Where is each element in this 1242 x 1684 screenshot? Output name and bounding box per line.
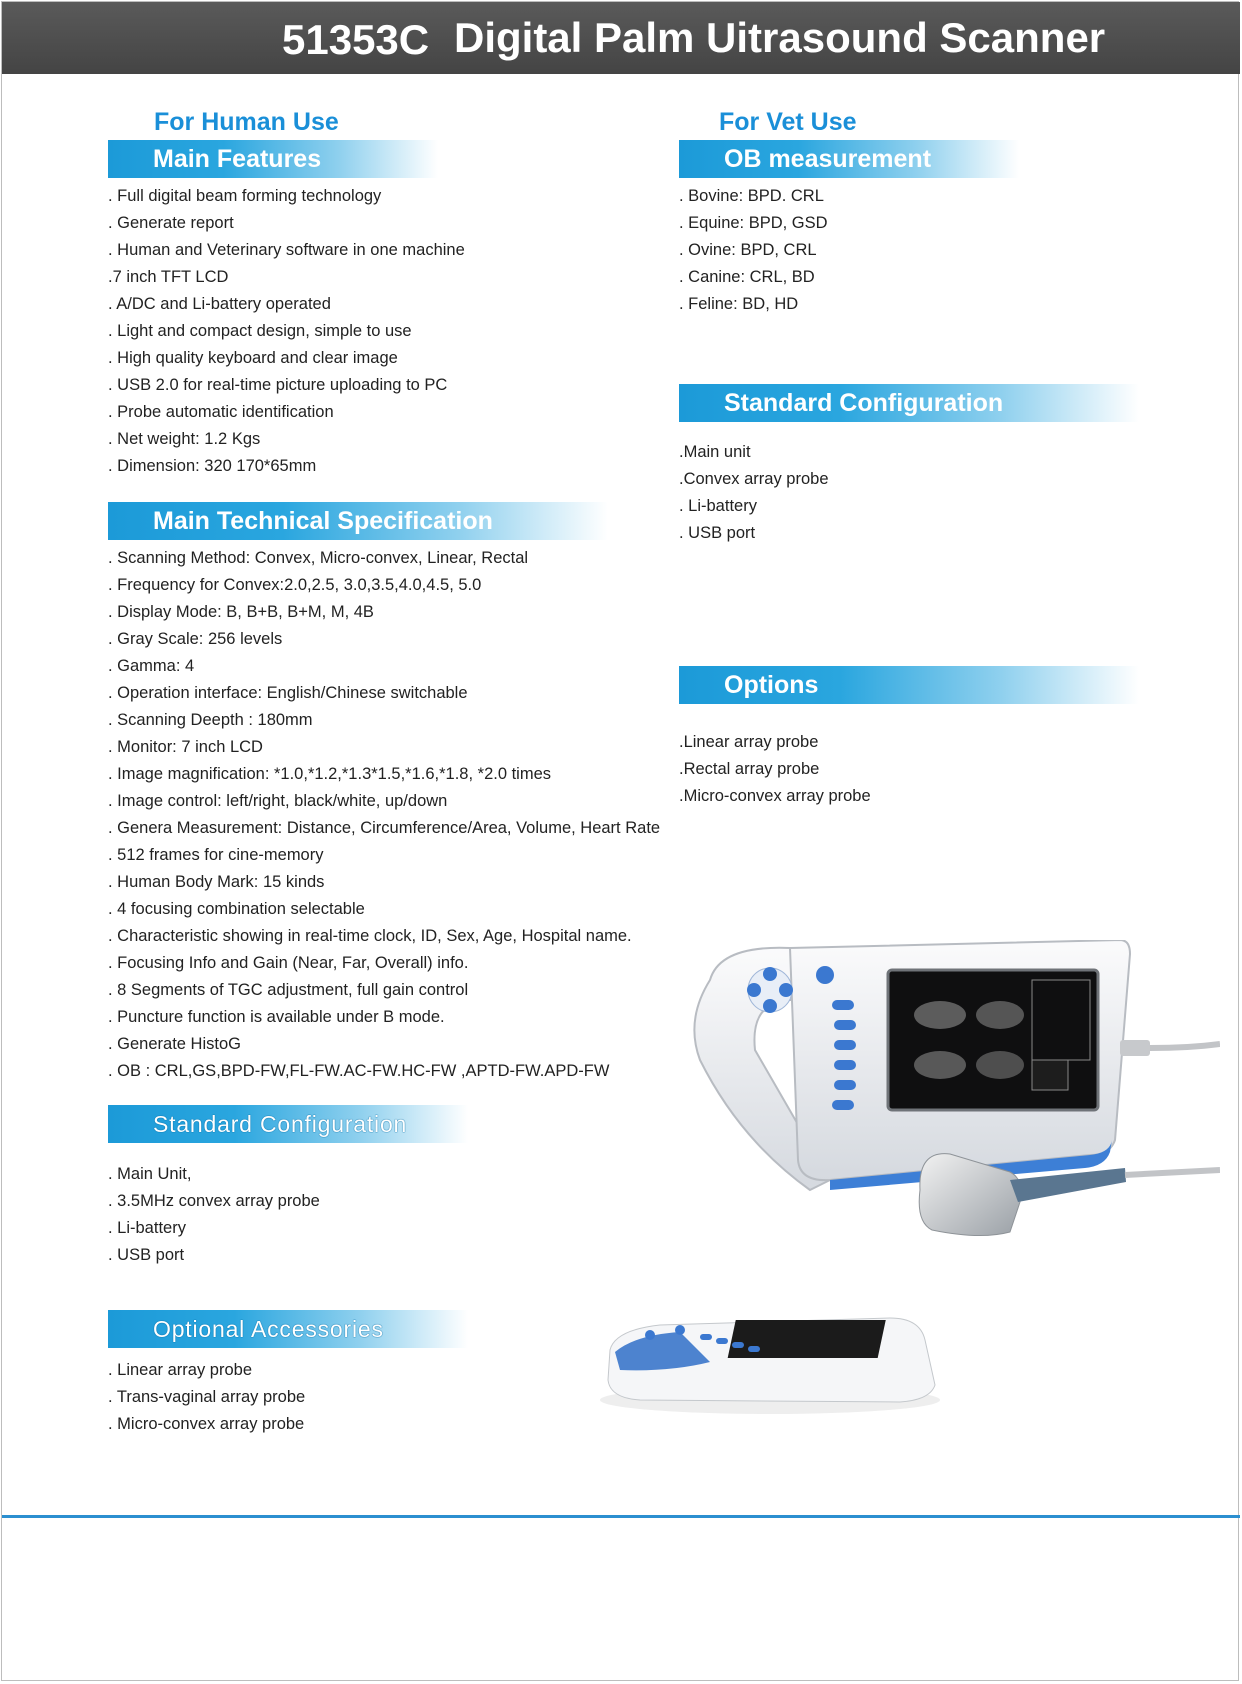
list-item: . Scanning Deepth : 180mm	[108, 711, 313, 729]
list-item: . Li-battery	[108, 1219, 186, 1237]
list-item: . USB 2.0 for real-time picture uploading to PC	[108, 376, 448, 394]
tech-spec-list	[108, 545, 660, 1085]
main-features-heading	[108, 140, 438, 178]
vet-use-label: For Vet Use	[719, 108, 857, 136]
list-item: . Operation interface: English/Chinese switchable	[108, 684, 468, 702]
list-item: . Trans-vaginal array probe	[108, 1388, 306, 1406]
human-use-label: For Human Use	[154, 108, 339, 136]
palm-scanner-image	[680, 940, 1220, 1290]
list-item: . Characteristic showing in real-time clock, ID, Sex, Age, Hospital name.	[108, 927, 632, 945]
list-item: . Main Unit,	[108, 1165, 192, 1183]
ob-measurement-title: OB measurement	[724, 145, 932, 173]
ob-measurement-heading	[679, 140, 1019, 178]
list-item: . Human and Veterinary software in one machine	[108, 241, 465, 259]
human-standard-config-list	[108, 1161, 320, 1269]
list-item: . Probe automatic identification	[108, 403, 334, 421]
vet-standard-config-title: Standard Configuration	[724, 389, 1004, 417]
optional-accessories-list	[108, 1357, 305, 1438]
product-title: Digital Palm Uitrasound Scanner	[454, 14, 1106, 61]
bottom-divider	[2, 1515, 1240, 1518]
list-item: . Dimension: 320 170*65mm	[108, 457, 317, 475]
list-item: . Image magnification: *1.0,*1.2,*1.3*1.5,*1.6,*1.8, *2.0 times	[108, 765, 552, 783]
list-item: . Scanning Method: Convex, Micro-convex, Linear, Rectal	[108, 549, 529, 567]
main-features-title: Main Features	[153, 145, 322, 173]
ob-measurement-list	[679, 183, 828, 318]
vet-standard-config-heading	[679, 384, 1139, 422]
options-list	[679, 729, 871, 810]
scanner-side-view-image	[590, 1300, 950, 1420]
list-item: . Li-battery	[679, 497, 757, 515]
list-item: . Gamma: 4	[108, 657, 195, 675]
list-item: . Puncture function is available under B mode.	[108, 1008, 445, 1026]
options-title: Options	[724, 671, 819, 699]
list-item: . Canine: CRL, BD	[679, 268, 815, 286]
tech-spec-title: Main Technical Specification	[153, 507, 493, 535]
vet-standard-config-list	[679, 439, 829, 547]
list-item: . Light and compact design, simple to use	[108, 322, 412, 340]
model-number: 51353C	[282, 16, 430, 63]
optional-accessories-heading	[108, 1310, 468, 1348]
list-item: . Display Mode: B, B+B, B+M, M, 4B	[108, 603, 374, 621]
list-item: .Micro-convex array probe	[679, 787, 871, 805]
list-item: . Feline: BD, HD	[679, 295, 799, 313]
list-item: . Linear array probe	[108, 1361, 252, 1379]
title-bar	[2, 2, 1240, 74]
list-item: . Human Body Mark: 15 kinds	[108, 873, 325, 891]
list-item: .Convex array probe	[679, 470, 829, 488]
list-item: . Ovine: BPD, CRL	[679, 241, 817, 259]
main-features-list	[108, 183, 465, 480]
list-item: . USB port	[108, 1246, 185, 1264]
list-item: . High quality keyboard and clear image	[108, 349, 398, 367]
optional-accessories-title: Optional Accessories	[153, 1316, 384, 1342]
list-item: . 3.5MHz convex array probe	[108, 1192, 320, 1210]
list-item: . 4 focusing combination selectable	[108, 900, 365, 918]
list-item: . A/DC and Li-battery operated	[108, 295, 331, 313]
list-item: . Focusing Info and Gain (Near, Far, Overall) info.	[108, 954, 469, 972]
list-item: .7 inch TFT LCD	[108, 268, 229, 286]
list-item: . USB port	[679, 524, 756, 542]
list-item: . Bovine: BPD. CRL	[679, 187, 824, 205]
list-item: . Monitor: 7 inch LCD	[108, 738, 263, 756]
list-item: . Net weight: 1.2 Kgs	[108, 430, 261, 448]
tech-spec-heading	[108, 502, 608, 540]
list-item: . Genera Measurement: Distance, Circumference/Area, Volume, Heart Rate	[108, 819, 661, 837]
list-item: . Generate HistoG	[108, 1035, 241, 1053]
list-item: . OB : CRL,GS,BPD-FW,FL-FW.AC-FW.HC-FW ,APTD-FW.APD-FW	[108, 1062, 610, 1080]
options-heading	[679, 666, 1139, 704]
list-item: . 512 frames for cine-memory	[108, 846, 324, 864]
list-item: .Rectal array probe	[679, 760, 820, 778]
list-item: . Generate report	[108, 214, 234, 232]
list-item: . Micro-convex array probe	[108, 1415, 305, 1433]
list-item: .Linear array probe	[679, 733, 819, 751]
human-standard-config-heading	[108, 1105, 468, 1143]
list-item: . Frequency for Convex:2.0,2.5, 3.0,3.5,4.0,4.5, 5.0	[108, 576, 482, 594]
list-item: . Full digital beam forming technology	[108, 187, 382, 205]
human-standard-config-title: Standard Configuration	[153, 1111, 408, 1137]
list-item: .Main unit	[679, 443, 751, 461]
list-item: . Gray Scale: 256 levels	[108, 630, 283, 648]
list-item: . Equine: BPD, GSD	[679, 214, 828, 232]
list-item: . Image control: left/right, black/white, up/down	[108, 792, 448, 810]
list-item: . 8 Segments of TGC adjustment, full gain control	[108, 981, 469, 999]
